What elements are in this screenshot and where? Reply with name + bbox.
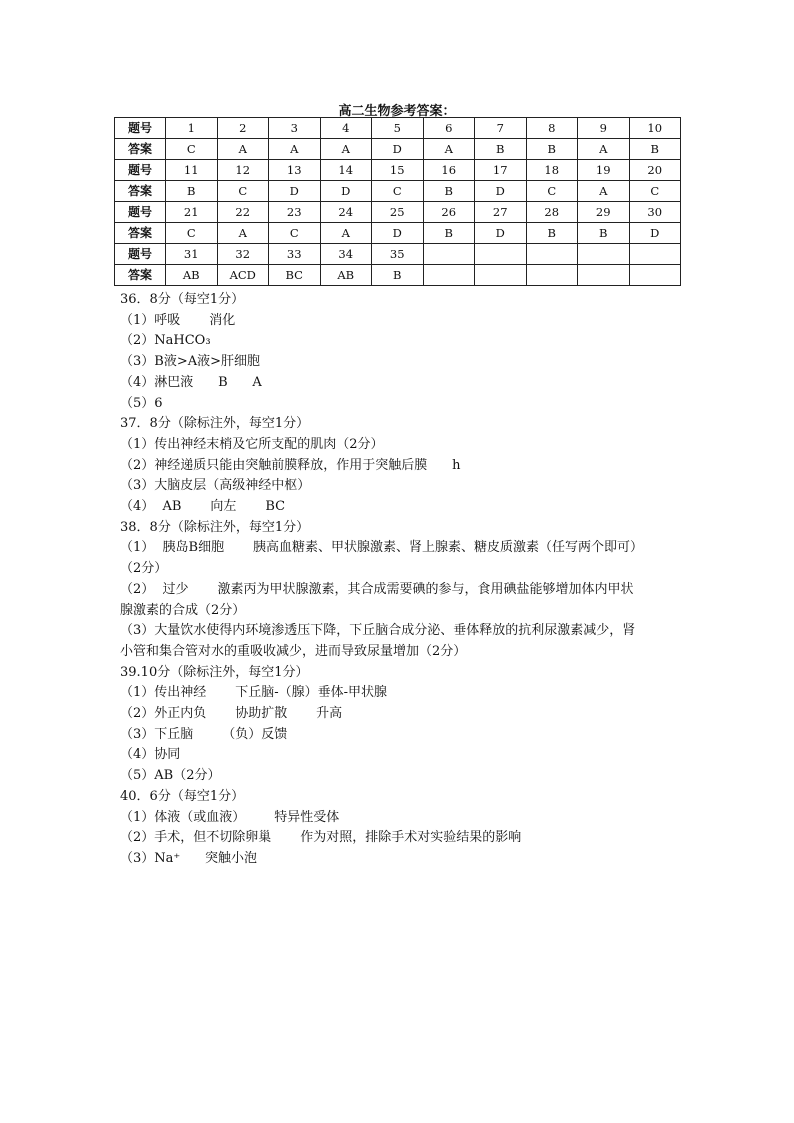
answer-line: 小管和集合管对水的重吸收减少，进而导致尿量增加（2分）: [120, 643, 467, 659]
table-cell: 12: [217, 160, 269, 181]
table-cell: 32: [217, 244, 269, 265]
answer-line: 39.10分（除标注外，每空1分）: [120, 664, 309, 680]
answer-line: 38．8分（除标注外，每空1分）: [120, 519, 310, 535]
row-label: 题号: [115, 118, 166, 139]
table-cell: 5: [372, 118, 424, 139]
table-cell: AB: [320, 265, 372, 286]
answer-line: （3）Na⁺ 突触小泡: [120, 850, 258, 866]
answer-line: 40．6分（每空1分）: [120, 788, 245, 804]
answer-line: （5）AB（2分）: [120, 768, 221, 784]
table-cell: [423, 244, 475, 265]
table-cell: 34: [320, 244, 372, 265]
table-cell: [578, 244, 630, 265]
table-cell: 13: [269, 160, 321, 181]
table-cell: B: [423, 181, 475, 202]
table-cell: D: [475, 223, 527, 244]
table-cell: 6: [423, 118, 475, 139]
table-cell: [475, 265, 527, 286]
table-cell: 7: [475, 118, 527, 139]
table-cell: 28: [526, 202, 578, 223]
question-number-row: [115, 160, 681, 181]
answer-line: （1） 胰岛B细胞 胰高血糖素、甲状腺激素、肾上腺素、糖皮质激素（任写两个即可）: [120, 540, 644, 556]
table-cell: 31: [166, 244, 218, 265]
table-cell: C: [372, 181, 424, 202]
answer-line: （1）呼吸 消化: [120, 312, 236, 328]
table-cell: BC: [269, 265, 321, 286]
table-cell: B: [526, 223, 578, 244]
table-cell: [475, 244, 527, 265]
row-label: 题号: [115, 160, 166, 181]
question-number-row: [115, 118, 681, 139]
table-cell: 2: [217, 118, 269, 139]
table-cell: B: [578, 223, 630, 244]
answer-line: （4）协同: [120, 747, 181, 763]
table-cell: 33: [269, 244, 321, 265]
answer-line: 37．8分（除标注外，每空1分）: [120, 416, 310, 432]
table-cell: C: [166, 139, 218, 160]
table-cell: A: [217, 223, 269, 244]
answer-row: [115, 181, 681, 202]
table-cell: D: [320, 181, 372, 202]
table-cell: 18: [526, 160, 578, 181]
answer-line: （2）NaHCO₃: [120, 333, 211, 349]
table-cell: D: [372, 139, 424, 160]
table-cell: 14: [320, 160, 372, 181]
page-title: 高二生物参考答案：: [338, 104, 456, 119]
table-cell: 15: [372, 160, 424, 181]
table-cell: 20: [629, 160, 681, 181]
answer-section: [120, 290, 720, 870]
table-cell: 30: [629, 202, 681, 223]
table-cell: D: [629, 223, 681, 244]
table-cell: D: [372, 223, 424, 244]
row-label: 答案: [115, 223, 166, 244]
answer-line: （2）外正内负 协助扩散 升高: [120, 706, 343, 722]
table-cell: B: [629, 139, 681, 160]
table-cell: 27: [475, 202, 527, 223]
row-label: 答案: [115, 181, 166, 202]
table-cell: A: [578, 139, 630, 160]
answer-line: （1）传出神经 下丘脑-（腺）垂体-甲状腺: [120, 685, 387, 701]
answer-line: 腺激素的合成（2分）: [120, 602, 246, 618]
table-cell: B: [423, 223, 475, 244]
answer-line: （4） AB 向左 BC: [120, 499, 286, 515]
table-cell: A: [320, 223, 372, 244]
answer-line: （2） 过少 激素丙为甲状腺激素，其合成需要碘的参与，食用碘盐能够增加体内甲状: [120, 581, 634, 597]
table-cell: 10: [629, 118, 681, 139]
table-cell: C: [269, 223, 321, 244]
answer-line: （3）大脑皮层（高级神经中枢）: [120, 478, 311, 494]
table-cell: A: [269, 139, 321, 160]
table-cell: C: [166, 223, 218, 244]
table-cell: D: [475, 181, 527, 202]
table-cell: 26: [423, 202, 475, 223]
answer-line: （1）体液（或血液） 特异性受体: [120, 809, 340, 825]
table-cell: B: [475, 139, 527, 160]
table-cell: 23: [269, 202, 321, 223]
table-cell: 22: [217, 202, 269, 223]
table-cell: [526, 244, 578, 265]
answer-line: （2分）: [120, 561, 168, 577]
answer-line: （1）传出神经末梢及它所支配的肌肉（2分）: [120, 436, 384, 452]
table-cell: B: [166, 181, 218, 202]
question-number-row: [115, 244, 681, 265]
table-cell: AB: [166, 265, 218, 286]
question-number-row: [115, 202, 681, 223]
table-cell: C: [629, 181, 681, 202]
table-cell: C: [526, 181, 578, 202]
table-cell: 19: [578, 160, 630, 181]
answer-row: [115, 223, 681, 244]
table-cell: A: [320, 139, 372, 160]
table-cell: 35: [372, 244, 424, 265]
table-cell: C: [217, 181, 269, 202]
answer-row: [115, 139, 681, 160]
answer-line: （3）下丘脑 （负）反馈: [120, 726, 288, 742]
table-cell: [578, 265, 630, 286]
table-cell: 9: [578, 118, 630, 139]
table-cell: 25: [372, 202, 424, 223]
table-cell: 8: [526, 118, 578, 139]
answer-line: （2）手术，但不切除卵巢 作为对照，排除手术对实验结果的影响: [120, 830, 522, 846]
answer-line: （3）大量饮水使得内环境渗透压下降，下丘脑合成分泌、垂体释放的抗利尿激素减少，肾: [120, 623, 636, 639]
answer-line: （2）神经递质只能由突触前膜释放，作用于突触后膜 h: [120, 457, 461, 473]
answer-line: （4）淋巴液 B A: [120, 374, 262, 390]
table-cell: 1: [166, 118, 218, 139]
table-cell: 16: [423, 160, 475, 181]
row-label: 答案: [115, 139, 166, 160]
table-cell: A: [423, 139, 475, 160]
row-label: 答案: [115, 265, 166, 286]
table-cell: [423, 265, 475, 286]
table-cell: 24: [320, 202, 372, 223]
table-cell: 3: [269, 118, 321, 139]
answer-line: （5）6: [120, 395, 163, 411]
table-cell: 4: [320, 118, 372, 139]
table-cell: B: [526, 139, 578, 160]
table-cell: ACD: [217, 265, 269, 286]
answer-line: （3）B液>A液>肝细胞: [120, 354, 260, 370]
table-cell: 11: [166, 160, 218, 181]
table-cell: [526, 265, 578, 286]
table-cell: A: [578, 181, 630, 202]
table-cell: A: [217, 139, 269, 160]
answer-table: [114, 117, 681, 286]
row-label: 题号: [115, 244, 166, 265]
answer-line: 36．8分（每空1分）: [120, 292, 245, 307]
table-cell: 17: [475, 160, 527, 181]
table-cell: D: [269, 181, 321, 202]
table-cell: B: [372, 265, 424, 286]
table-cell: 21: [166, 202, 218, 223]
table-cell: [629, 265, 681, 286]
table-cell: [629, 244, 681, 265]
row-label: 题号: [115, 202, 166, 223]
table-cell: 29: [578, 202, 630, 223]
answer-row: [115, 265, 681, 286]
